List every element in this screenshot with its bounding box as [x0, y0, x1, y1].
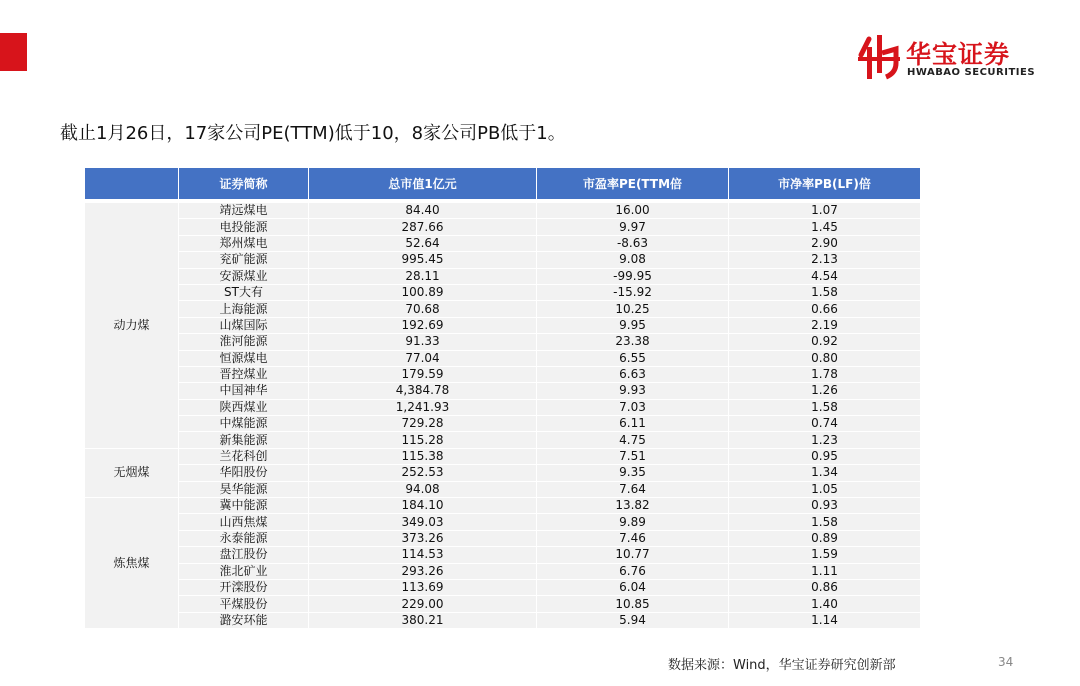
category-cell: 炼焦煤: [85, 498, 179, 629]
table-header-row: [85, 168, 921, 201]
market-cap-cell: 729.28: [309, 416, 537, 432]
pe-cell: 9.93: [537, 383, 729, 399]
stock-name-cell: 上海能源: [179, 301, 309, 317]
header-pb-lf: 市净率PB(LF)倍: [729, 168, 921, 201]
pe-cell: 13.82: [537, 498, 729, 514]
pb-cell: 0.92: [729, 334, 921, 350]
pe-cell: 7.51: [537, 448, 729, 464]
header-stock-name: 证券简称: [179, 168, 309, 201]
table-row: [85, 350, 921, 366]
pe-cell: 7.46: [537, 530, 729, 546]
market-cap-cell: 192.69: [309, 317, 537, 333]
header-market-cap: 总市值1亿元: [309, 168, 537, 201]
valuation-table: [84, 168, 921, 629]
table-row: [85, 498, 921, 514]
pe-cell: -99.95: [537, 268, 729, 284]
table-row: [85, 252, 921, 268]
pb-cell: 1.14: [729, 612, 921, 628]
market-cap-cell: 70.68: [309, 301, 537, 317]
stock-name-cell: ST大有: [179, 284, 309, 300]
market-cap-cell: 252.53: [309, 465, 537, 481]
market-cap-cell: 113.69: [309, 579, 537, 595]
category-cell: 动力煤: [85, 201, 179, 448]
pb-cell: 1.11: [729, 563, 921, 579]
pb-cell: 0.95: [729, 448, 921, 464]
pb-cell: 0.93: [729, 498, 921, 514]
header-pe-ttm: 市盈率PE(TTM倍: [537, 168, 729, 201]
stock-name-cell: 冀中能源: [179, 498, 309, 514]
logo-english-name: HWABAO SECURITIES: [907, 67, 1036, 78]
market-cap-cell: 100.89: [309, 284, 537, 300]
stock-name-cell: 昊华能源: [179, 481, 309, 497]
pe-cell: 6.63: [537, 366, 729, 382]
pb-cell: 1.59: [729, 547, 921, 563]
table-row: [85, 201, 921, 219]
stock-name-cell: 山西焦煤: [179, 514, 309, 530]
pb-cell: 1.58: [729, 514, 921, 530]
pe-cell: 6.11: [537, 416, 729, 432]
pe-cell: 7.03: [537, 399, 729, 415]
pb-cell: 1.45: [729, 219, 921, 235]
stock-name-cell: 中煤能源: [179, 416, 309, 432]
table-row: [85, 268, 921, 284]
pe-cell: -15.92: [537, 284, 729, 300]
pe-cell: 7.64: [537, 481, 729, 497]
pe-cell: 5.94: [537, 612, 729, 628]
stock-name-cell: 淮河能源: [179, 334, 309, 350]
market-cap-cell: 293.26: [309, 563, 537, 579]
table-row: [85, 481, 921, 497]
stock-name-cell: 盘江股份: [179, 547, 309, 563]
market-cap-cell: 287.66: [309, 219, 537, 235]
table-row: [85, 235, 921, 251]
pe-cell: 6.76: [537, 563, 729, 579]
market-cap-cell: 229.00: [309, 596, 537, 612]
table-row: [85, 383, 921, 399]
pe-cell: 16.00: [537, 201, 729, 219]
stock-name-cell: 恒源煤电: [179, 350, 309, 366]
stock-name-cell: 中国神华: [179, 383, 309, 399]
stock-name-cell: 兖矿能源: [179, 252, 309, 268]
market-cap-cell: 115.28: [309, 432, 537, 448]
stock-name-cell: 陕西煤业: [179, 399, 309, 415]
pb-cell: 1.58: [729, 399, 921, 415]
table-body: [85, 201, 921, 629]
table-row: [85, 612, 921, 628]
company-logo: [856, 33, 1056, 83]
page-headline: 截止1月26日，17家公司PE(TTM)低于10，8家公司PB低于1。: [60, 123, 566, 144]
table-row: [85, 514, 921, 530]
table-row: [85, 432, 921, 448]
pe-cell: 23.38: [537, 334, 729, 350]
table-row: [85, 416, 921, 432]
pb-cell: 1.05: [729, 481, 921, 497]
corner-accent-block: [0, 33, 27, 71]
stock-name-cell: 淮北矿业: [179, 563, 309, 579]
table-row: [85, 219, 921, 235]
market-cap-cell: 77.04: [309, 350, 537, 366]
table-row: [85, 301, 921, 317]
pb-cell: 2.19: [729, 317, 921, 333]
market-cap-cell: 349.03: [309, 514, 537, 530]
market-cap-cell: 84.40: [309, 201, 537, 219]
stock-name-cell: 平煤股份: [179, 596, 309, 612]
pe-cell: 9.95: [537, 317, 729, 333]
table-row: [85, 399, 921, 415]
stock-name-cell: 晋控煤业: [179, 366, 309, 382]
market-cap-cell: 28.11: [309, 268, 537, 284]
pe-cell: 9.08: [537, 252, 729, 268]
stock-name-cell: 潞安环能: [179, 612, 309, 628]
market-cap-cell: 380.21: [309, 612, 537, 628]
pb-cell: 2.13: [729, 252, 921, 268]
pe-cell: 9.89: [537, 514, 729, 530]
pb-cell: 1.78: [729, 366, 921, 382]
table-row: [85, 547, 921, 563]
table-row: [85, 448, 921, 464]
market-cap-cell: 373.26: [309, 530, 537, 546]
pb-cell: 1.07: [729, 201, 921, 219]
table-row: [85, 366, 921, 382]
pb-cell: 0.89: [729, 530, 921, 546]
pe-cell: 6.55: [537, 350, 729, 366]
table-row: [85, 465, 921, 481]
table-row: [85, 334, 921, 350]
stock-name-cell: 靖远煤电: [179, 201, 309, 219]
pb-cell: 0.86: [729, 579, 921, 595]
table-row: [85, 563, 921, 579]
market-cap-cell: 4,384.78: [309, 383, 537, 399]
pe-cell: 10.25: [537, 301, 729, 317]
market-cap-cell: 179.59: [309, 366, 537, 382]
category-cell: 无烟煤: [85, 448, 179, 497]
pb-cell: 4.54: [729, 268, 921, 284]
market-cap-cell: 995.45: [309, 252, 537, 268]
pb-cell: 0.74: [729, 416, 921, 432]
logo-mark-icon: [856, 33, 902, 81]
pe-cell: 9.97: [537, 219, 729, 235]
stock-name-cell: 山煤国际: [179, 317, 309, 333]
stock-name-cell: 华阳股份: [179, 465, 309, 481]
pe-cell: -8.63: [537, 235, 729, 251]
pb-cell: 0.80: [729, 350, 921, 366]
data-source-note: 数据来源：Wind，华宝证券研究创新部: [668, 658, 896, 673]
page-number: 34: [998, 655, 1014, 669]
market-cap-cell: 91.33: [309, 334, 537, 350]
stock-name-cell: 开滦股份: [179, 579, 309, 595]
stock-name-cell: 兰花科创: [179, 448, 309, 464]
table-row: [85, 317, 921, 333]
table-row: [85, 284, 921, 300]
pb-cell: 1.23: [729, 432, 921, 448]
market-cap-cell: 114.53: [309, 547, 537, 563]
pe-cell: 6.04: [537, 579, 729, 595]
market-cap-cell: 115.38: [309, 448, 537, 464]
market-cap-cell: 1,241.93: [309, 399, 537, 415]
pb-cell: 1.26: [729, 383, 921, 399]
stock-name-cell: 新集能源: [179, 432, 309, 448]
logo-chinese-name: 华宝证券: [906, 40, 1011, 69]
pb-cell: 0.66: [729, 301, 921, 317]
stock-name-cell: 安源煤业: [179, 268, 309, 284]
pe-cell: 9.35: [537, 465, 729, 481]
market-cap-cell: 184.10: [309, 498, 537, 514]
market-cap-cell: 94.08: [309, 481, 537, 497]
stock-name-cell: 郑州煤电: [179, 235, 309, 251]
pb-cell: 1.40: [729, 596, 921, 612]
header-category: [85, 168, 179, 201]
table-row: [85, 579, 921, 595]
pe-cell: 10.77: [537, 547, 729, 563]
pb-cell: 1.58: [729, 284, 921, 300]
pe-cell: 10.85: [537, 596, 729, 612]
market-cap-cell: 52.64: [309, 235, 537, 251]
pb-cell: 2.90: [729, 235, 921, 251]
table-row: [85, 530, 921, 546]
table-row: [85, 596, 921, 612]
stock-name-cell: 永泰能源: [179, 530, 309, 546]
pe-cell: 4.75: [537, 432, 729, 448]
stock-name-cell: 电投能源: [179, 219, 309, 235]
pb-cell: 1.34: [729, 465, 921, 481]
